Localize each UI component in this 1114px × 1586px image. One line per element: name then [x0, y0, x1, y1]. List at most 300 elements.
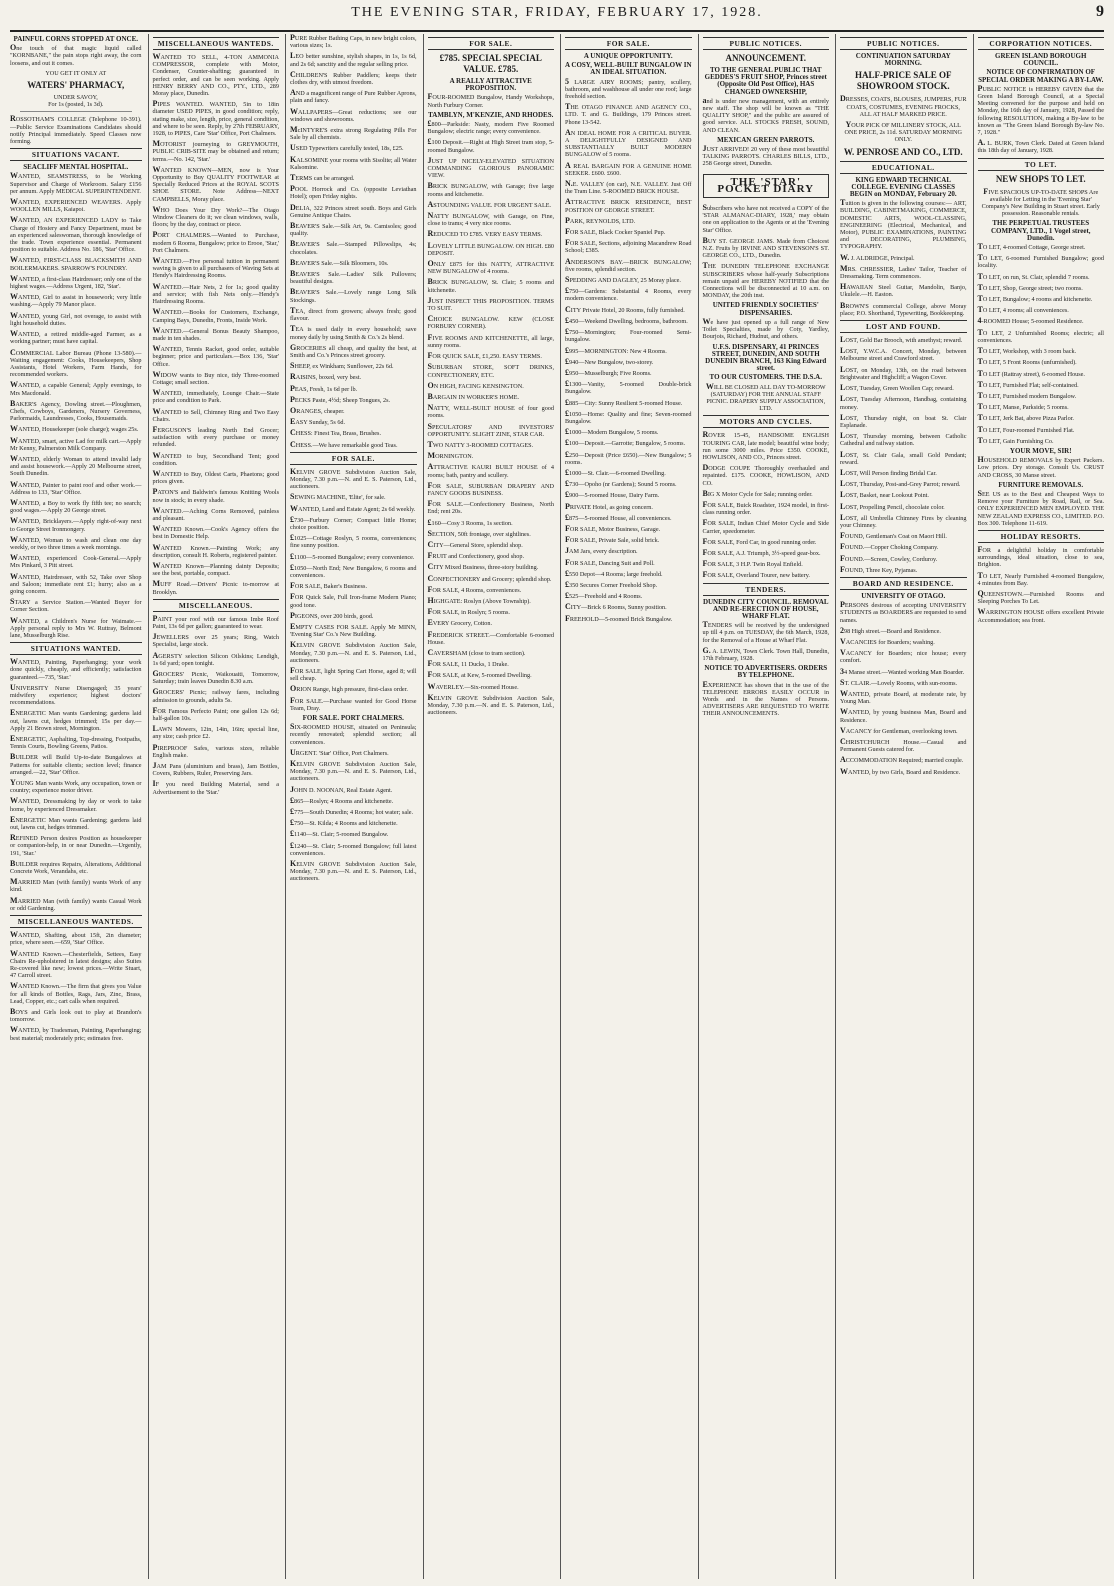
classified-ad: SEWING MACHINE, 'Elite', for sale.	[290, 492, 386, 502]
classified-ad: £900—5-roomed House, Dairy Farm.	[565, 490, 660, 500]
classified-ad: LAWN Mowers, 12in, 14in, 16in; special line, any size; cash price £2.	[152, 724, 279, 741]
classified-ad: CHILDREN'S Rubber Paddlers; keeps their clothes dry, with utmost freedom.	[290, 69, 417, 87]
classified-ad: McINTYRE'S extra strong Regulating Pills For Sale by all chemists.	[290, 125, 417, 142]
classified-ad: £995—MORNINGTON: New 4 Rooms.	[565, 345, 667, 355]
classified-ad: MARRIED Man (with family) wants Casual Work or odd Gardening.	[10, 895, 142, 912]
classified-ad: WANTED Known.—Painting Work; any description, consult H. Roberts, registered painter.	[152, 542, 279, 559]
dsa-text: WILL BE CLOSED ALL DAY TO-MORROW (SATURDAY) FOR THE ANNUAL STAFF PICNIC. DRAPERY SUPPLY ASSOCIATION, LTD.	[705, 381, 826, 413]
classified-ad: WANTED, EXPERIENCED WEAVERS. Apply WOOLLEN MILLS, Kaiapoi.	[10, 197, 142, 214]
classified-ad: £1000—Modern Bungalow, 5 rooms.	[565, 427, 659, 437]
hospital-heading: SEACLIFF MENTAL HOSPITAL.	[23, 163, 129, 172]
agents-name: TAMBLYN, M'KENZIE, AND RHODES.	[428, 110, 554, 119]
classified-ad: £250—Deposit (Price £650).—New Bungalow; 5 rooms.	[565, 449, 692, 466]
classified-ad: ONLY £875 for this NATTY, ATTRACTIVE NEW BUNGALOW of 4 rooms.	[427, 259, 554, 276]
classified-ad: MRS. CHRESSIER, Ladies' Tailor, Teacher of Dressmaking. Term commences.	[840, 263, 967, 281]
classified-ad: TO LET, Bungalow; 4 rooms and kitchenette.	[977, 294, 1093, 304]
college-text: Tuition is given in the following courses:— ART, BUILDING, CABINETMAKING, COMMERCE, DOMESTIC ARTS, WOOL-CLASSING, ENGINEERING (Electrical, Mechanical, and Motor), PUBLIC EXAMINATIONS, PAINTING and DECORATING, PLUMBING, TYPOGRAPHY.	[840, 198, 967, 251]
classified-ad: PIPES WANTED. WANTED, 5in to 18in diameter USED PIPES, in good condition; reply, stating make, size, length, price, general condition, and where to be seen. Reply, by 27th FEBRUARY, 1928, to PIPES, Care 'Star' Office, Port Chalmers.	[152, 99, 279, 138]
section-heading: EDUCATIONAL.	[840, 161, 967, 174]
classified-ad: WANTED, FIRST-CLASS BLACKSMITH AND BOILERMAKERS. SPARROW'S FOUNDRY.	[10, 255, 142, 272]
retail-ad-list	[290, 34, 417, 449]
classified-ad: FOUND, Three Key, Pyjamas.	[840, 564, 918, 574]
classified-ad: BEAVER'S Sale.—Silk Bloomers, 10s.	[290, 257, 389, 267]
section-heading: TO LET.	[978, 158, 1105, 171]
jams-ad: BUY ST. GEORGE JAMS. Made from Choicest N.Z. Fruits by IRVINE AND STEVENSON'S ST. GEORGE CO., LTD., Dunedin.	[702, 235, 829, 260]
classified-ad: £950—Musselburgh; Five Rooms.	[565, 367, 652, 377]
classified-ad: £750—Gardens: Substantial 4 Rooms, every modern convenience.	[565, 286, 692, 303]
classified-ad: AGERSTY selection Silicon Oilskins; Lendigh, 1s 6d yard; open tonight.	[152, 650, 279, 667]
classified-ad: TO LET, Manse, Parkside; 5 rooms.	[977, 402, 1069, 412]
classified-ad: 298 High street.—Board and Residence.	[840, 625, 941, 635]
classified-ad: FOUND.—Screen, Cowley, Corduroy.	[840, 553, 938, 563]
classified-ad: BAKER'S Agency, Dowling street.—Ploughmen, Chefs, Cowboys, Gardeners, Nursery Governess, Parlormaids, Laundresses, Cooks, Housemaids.	[10, 398, 142, 423]
classified-ad: WANTED Known.—Cook's Agency offers the best in Domestic Help.	[152, 524, 279, 541]
classified-ad: FOR SALE, A.J. Triumph, 3½-speed gear-box.	[702, 547, 821, 557]
classified-ad: BEAVER'S Sale.—Lovely range Long Silk Stockings.	[290, 287, 417, 304]
classified-ad: £750—Mornington; Four-roomed Semi-bungalow.	[565, 327, 692, 344]
classified-ad: £1025—Cottage Roslyn, 5 rooms, conveniences; fine sunny position.	[290, 533, 417, 550]
section-heading: BOARD AND RESIDENCE.	[840, 577, 967, 590]
page-number: 9	[1096, 3, 1104, 20]
classified-ad: BEAVER'S Sale.—Silk Art, 9s. Camisoles; good quality.	[290, 221, 417, 238]
classified-ad: CONFECTIONERY and Grocery; splendid shop.	[427, 573, 552, 583]
classified-ad: WANTED, private Board, at moderate rate, by Young Man.	[840, 688, 967, 706]
corporation-text: PUBLIC NOTICE is HEREBY GIVEN that the Green Island Borough Council, at a Special Meeting convened for the purpose and held on Monday, the 16th day of January, 1928, Passed the following RESOLUTION, making a By-law to be known as "The Green Island Borough By-law No. 7, 1928."	[977, 83, 1104, 137]
classified-ad: ASTOUNDING VALUE. FOR URGENT SALE.	[427, 199, 552, 209]
classified-ad: £1240—St. Clair; 5-roomed Bungalow; full latest conveniences.	[290, 840, 417, 857]
council-text: TENDERS will be received by the undersigned up till 4 p.m. on TUESDAY, the 6th March, 1928, for the Removal of a House at Wharf Flat.	[702, 620, 829, 644]
section-heading: MISCELLANEOUS WANTEDS.	[153, 37, 280, 50]
classified-ad: £525—Freehold and 4 Rooms.	[565, 591, 643, 601]
classified-ad: BRICK BUNGALOW, St. Clair; 5 rooms and kitchenette.	[427, 277, 554, 294]
classified-ad: TO LET, Four-roomed Furnished Flat.	[977, 424, 1075, 434]
classified-ad: WANTED, elderly Woman to attend invalid lady and assist housework.—Apply 20 Melbourne street, South Dunedin.	[10, 453, 142, 478]
dispensary-text: We have just opened up a full range of New Toilet Specialties, made by Coty, Yardley, Bourjois, Richard, Hudnut, and others.	[702, 316, 829, 341]
classified-ad: FREDERICK STREET.—Comfortable 6-roomed House.	[427, 629, 554, 646]
classified-ad: ENERGETIC Man wants Gardening; gardens laid out, lawns cut, hedges trimmed.	[10, 814, 142, 832]
classified-ad: UNIVERSITY Nurse Disengaged; 35 years' midwifery experience; highest doctors' recommendations.	[10, 682, 142, 707]
announcement-subheading: TO THE GENERAL PUBLIC THAT GEDDES'S FRUIT SHOP, Princes street (Opposite Old Post Office), HAS CHANGED OWNERSHIP,	[704, 66, 827, 96]
classified-ad: PEAS, Fresh, 1s 6d per lb.	[290, 383, 358, 393]
classified-ad: £160—Cosy 3 Rooms, 1s section.	[427, 517, 513, 527]
classified-ad: WANTED, Housekeeper (sole charge); wages 25s.	[10, 424, 139, 434]
attractive-heading: A REALLY ATTRACTIVE PROPOSITION.	[449, 77, 532, 93]
furniture-removals-heading: FURNITURE REMOVALS.	[998, 480, 1084, 489]
classified-ad: £750—St. Kilda; 4 Rooms and kitchenette.	[290, 818, 398, 828]
classified-ad: USED Typewriters carefully tested, 18s, £25.	[290, 143, 404, 153]
classified-ad: WAVERLEY.—Six-roomed House.	[427, 681, 519, 691]
classified-ad: FOR QUICK SALE, £1,250. EASY TERMS.	[427, 351, 542, 361]
port-ad-list	[290, 723, 417, 882]
section-heading: PUBLIC NOTICES.	[703, 37, 830, 50]
classified-ad: £1050—North End; New Bungalow, 6 rooms and conveniences.	[290, 562, 417, 579]
section-heading: FOR SALE.	[565, 37, 692, 50]
classified-ad: WANTED, a Children's Nurse for Waimate.—Apply personal reply to Mrs W. Ruttray, Belmont lane, Musselburgh Rise.	[10, 615, 142, 639]
classified-ad: WANTED, a retired middle-aged Farmer, as a working partner; must have capital.	[10, 329, 142, 346]
classified-ad: SECTION, 50ft frontage, over sightlines.	[427, 528, 531, 538]
classified-ad: LOVELY LITTLE BUNGALOW. ON HIGH. £80 DEPOSIT.	[427, 240, 554, 257]
classified-ad: WANTED KNOWN—MEN, now is Your Opportunity to Buy QUALITY FOOTWEAR at Specially Reduced Prices at the ROYAL SCOTS SHOE STORE. Note Address—NEXT CAMPBELLS, Moray place.	[152, 164, 279, 203]
classified-ad: FOR SALE, in Roslyn; 5 rooms.	[427, 607, 510, 617]
classified-ad: TO LET, 5 Front Rooms (unfurnished).	[977, 357, 1077, 367]
property-ad-list	[565, 78, 692, 623]
continuation-heading: CONTINUATION SATURDAY MORNING.	[855, 52, 951, 68]
classified-ad: FOUND, Gentleman's Coat on Maori Hill.	[840, 531, 947, 541]
classified-ad: 4-ROOMED House; 5-roomed Residence.	[977, 316, 1084, 326]
borough-heading: GREEN ISLAND BOROUGH COUNCIL.	[995, 52, 1087, 68]
classified-ad: PAINT your roof with our famous Imbe Roof Paint, 13s 6d per gallon; guaranteed to wear.	[152, 613, 279, 630]
classified-ad: TO LET, Furnished modern Bungalow.	[977, 390, 1077, 400]
classified-ad: WANTED.—General Bonus Beauty Shampoo, made in ten shades.	[152, 325, 279, 342]
motor-ad-list	[703, 431, 830, 579]
classified-ad: £450—Weekend Dwelling, bedrooms, bathroom.	[565, 315, 688, 325]
classified-ad: BUILDER will Build Up-to-date Bungalows at Patterns for suitable clients; section level; finance arranged.—22, 'Star' Office.	[10, 752, 142, 776]
classified-ad: FOR Famous Perfecto Paint; one gallon 12s 6d; half-gallon 10s.	[152, 705, 279, 723]
section-heading: SITUATIONS WANTED.	[10, 642, 142, 655]
furniture-removals-text: SEE US as to the Best and Cheapest Ways to Remove your Furniture by Road, Rail, or Sea. ONLY EXPERIENCED MEN EMPLOYED. THE NEW ZEALAND EXPRESS CO., LIMITED. P.O. Box 300. Telephone 11-619.	[977, 488, 1104, 527]
classified-ad: £100 Deposit.—Right at High Street tram stop, 5-roomed Bungalow.	[427, 137, 554, 154]
column-6	[698, 34, 830, 1579]
classified-ad: BARGAIN IN WORKER'S HOME.	[427, 391, 520, 401]
newspaper-columns	[10, 34, 1104, 1579]
column-5	[560, 34, 692, 1579]
classified-ad: CITY—General Store, splendid shop.	[427, 539, 523, 549]
classified-ad: FOR SALE.—Confectionery Business, North End; rent 20s.	[427, 499, 554, 516]
classified-ad: TO LET (Rattray street), 6-roomed House.	[977, 368, 1085, 378]
new-shops-text: FIVE SPACIOUS UP-TO-DATE SHOPS Are available for Letting in the 'Evening Star' Company's New Building in Stuart street. Early possession. Reasonable rentals.	[981, 186, 1100, 218]
classified-ad: WANTED, Woman to wash and clean one day weekly, or two three times a week mornings.	[10, 534, 142, 551]
classified-ad: FOR SALE, Black Cocker Spaniel Pup.	[565, 227, 666, 237]
sale-ad-list	[290, 468, 417, 712]
classified-ad: SIX-ROOMED HOUSE, situated on Peninsula; recently renovated; splendid section; all conveniences.	[290, 722, 417, 746]
classified-ad: FERGUSON'S leading North End Grocer; satisfaction with every purchase or money refunded.	[152, 424, 279, 449]
classified-ad: MUFF Road.—Drivers' Picnic to-morrow at Brooklyn.	[152, 579, 279, 596]
classified-ad: LOST, Tuesday, Green Woollen Cap; reward.	[840, 383, 954, 393]
classified-ad: ORION Range, high pressure, first-class order.	[290, 684, 408, 694]
section-heading: MISCELLANEOUS WANTEDS.	[10, 915, 142, 928]
classified-ad: £1140—St. Clair; 5-roomed Bungalow.	[290, 829, 389, 839]
board-ad-list	[840, 601, 967, 776]
classified-ad: JUST INSPECT THIS PROPOSITION. TERMS TO SUIT.	[427, 295, 554, 313]
classified-ad: JAM Pans (aluminium and brass), Jam Bottles, Covers, Rubbers, Ruler, Preserving Jars.	[152, 761, 279, 778]
classified-ad: WANTED, young Girl, not overage, to assist with light household duties.	[10, 310, 142, 327]
advertisers-notice-heading: NOTICE TO ADVERTISERS. ORDERS BY TELEPHONE.	[704, 664, 828, 680]
classified-ad: JEWELLERS over 25 years; Ring, Watch Specialist, large stock.	[152, 632, 279, 649]
classified-ad: ATTRACTIVE BRICK RESIDENCE, BEST POSITION OF GEORGE STREET.	[565, 197, 692, 214]
unique-heading: A UNIQUE OPPORTUNITY.	[583, 52, 673, 60]
classified-ad: MOTORIST journeying to GREYMOUTH, PUBLIC CRIB-SITE may be obtained and return; terms.—No. 142, 'Star.'	[152, 139, 279, 163]
classified-ad: JUST UP NICELY-ELEVATED SITUATION COMMANDING GLORIOUS PANORAMIC VIEW.	[427, 155, 554, 180]
section-heading: LOST AND FOUND.	[840, 320, 967, 333]
classified-ad: TO LET, Nearly Furnished 4-roomed Bungalow, 4 minutes from Bay.	[977, 570, 1104, 587]
classified-ad: STARY a Service Station.—Wanted Buyer for Corner Section.	[10, 597, 142, 614]
classified-ad: WANTED, Bricklayers.—Apply right-of-way next to George Street Ironmongery.	[10, 516, 142, 533]
classified-ad: PURE Rubber Bathing Caps, in new bright colors, various sizes; 1s.	[290, 34, 417, 50]
new-shops-heading: NEW SHOPS TO LET.	[995, 173, 1086, 184]
classified-ad: LOST, Basket, near Lookout Point.	[840, 490, 929, 500]
holiday-ad-list	[978, 546, 1105, 624]
classified-ad: DELIA, 322 Princes street south. Boys and Girls Genuine Antique Chairs.	[290, 202, 417, 219]
classified-ad: BOYS and Girls look out to play at Brandon's tomorrow.	[10, 1006, 142, 1024]
classified-ad: WANTED, Painter to paint roof and other work.—Address to 133, 'Star' Office.	[10, 479, 142, 496]
classified-ad: JAM Jars, every description.	[565, 546, 638, 556]
classified-ad: WANTED.—Hair Nets, 2 for 1s; good quality and service; with fish Nets only.—Hendy's Hairdressing Rooms.	[152, 281, 279, 306]
classified-ad: FOR SALE.—Purchase wanted for Good Horse Team, Dray.	[290, 695, 417, 712]
classified-ad: NATTY, WELL-BUILT HOUSE of four good rooms.	[427, 403, 554, 420]
classified-ad: £1000—St. Clair.—6-roomed Dwelling.	[565, 467, 666, 477]
classified-ad: WANTED, Shafting, about 15ft, 2in diameter; price, where seen.—659, 'Star' Office.	[10, 930, 142, 947]
classified-ad: N.E. VALLEY (on car), N.E. VALLEY. Just Off the Tram Line. 5-ROOMED BRICK HOUSE.	[565, 179, 692, 196]
column-2	[148, 34, 280, 1579]
classified-ad: PATON'S and Baldwin's famous Knitting Wools now in stock; in every shade.	[152, 487, 279, 504]
masthead	[10, 0, 1104, 32]
classified-ad: FOR SALE, light Spring Cart Horse, aged 8; will sell cheap.	[290, 666, 417, 683]
classified-ad: LOST, Thursday, Post-and-Grey Parrot; reward.	[840, 479, 961, 489]
section-heading: MISCELLANEOUS.	[153, 599, 280, 612]
column-4	[423, 34, 555, 1579]
classified-ad: TO LET, 4-roomed Cottage, George street.	[977, 242, 1086, 252]
classified-ad: CITY Mixed Business, three-story building.	[427, 562, 539, 572]
advertisers-notice-text: EXPERIENCE has shown that in the use of the TELEPHONE ERRORS EASILY OCCUR in Words and in the Names of Persons. ADVERTISERS ARE REQUESTED TO WRITE THEIR ANNOUNCEMENTS.	[702, 679, 829, 718]
section-heading: TENDERS.	[703, 583, 830, 596]
pharmacy-tag: YOU GET IT ONLY AT	[45, 69, 107, 77]
classified-ad: AND a magnificent range of Pure Rubber Aprons, plain and fancy.	[290, 88, 417, 105]
classified-ad: REDUCED TO £785. VERY EASY TERMS.	[427, 229, 543, 239]
classified-ad: EASY Sunday, 5s 6d.	[290, 417, 346, 427]
classified-ad: WANTED, SEAMSTRESS, to be Working Supervisor and Charge of Workroom. Salary £156 per annum. Apply MEDICAL SUPERINTENDENT.	[10, 171, 142, 195]
classified-ad: KELVIN GROVE Subdivision Auction Sale, Monday, 7.30 p.m.—N. and E. S. Paterson, Ltd., auctioneers.	[290, 759, 417, 783]
classified-ad: WHO Does Your Dry Work?—The Otago Window Cleaners do it; we clean windows, walls, floors; by the day, contract or piece.	[152, 204, 279, 229]
wanted-ad-list	[10, 658, 142, 912]
classified-ad: SPEDDING AND DAGLEY, 25 Moray place.	[565, 275, 681, 285]
college-ad: ROSSOTHAM'S COLLEGE (Telephone 10-391).—Public Service Examinations Candidates should notify Principal immediately. Speed Classes now forming.	[10, 114, 142, 146]
classified-ad: WANTED, a capable General; Apply evenings, to Mrs Macdonald.	[10, 380, 142, 397]
classified-ad: VACANCIES for Boarders; washing.	[840, 636, 935, 646]
dispensary-heading: UNITED FRIENDLY SOCIETIES' DISPENSARIES.	[712, 301, 819, 317]
classified-ad: WANTED, Girl to assist in housework; very little washing.—Apply 79 Manor place.	[10, 292, 142, 309]
classified-ad: ORANGES, cheaper.	[290, 405, 345, 415]
column-8	[973, 34, 1105, 1579]
classified-ad: MARRIED Man (with family) wants Work of any kind.	[10, 877, 142, 894]
classified-ad: SHEEP, ex Winkham; Sunflower, 22s 6d.	[290, 361, 394, 371]
classified-ad: PRIVATE Hotel, as going concern.	[565, 501, 653, 511]
classified-ad: PIGEONS, over 200 birds, good.	[290, 610, 374, 620]
classified-ad: CHOICE BUNGALOW. KEW (CLOSE FORBURY CORNER).	[427, 314, 554, 331]
classified-ad: TO LET, 4 rooms; all conveniences.	[977, 305, 1069, 315]
classified-ad: KELVIN GROVE Subdivision Auction Sale, Monday, 7.30 p.m.—N. and E. S. Paterson, Ltd., auctioneers.	[290, 859, 417, 883]
classified-ad: WANTED, a first-class Hairdresser; only one of the highest wages.—Address Urgent, 182, 'Star'.	[10, 273, 142, 291]
classified-ad: FOR SALE, Baker's Business.	[290, 581, 367, 591]
classified-ad: WANTED to Sell, Chimney Ring and Two Easy Chairs.	[152, 406, 279, 423]
classified-ad: £550 Depot—4 Rooms; large freehold.	[565, 568, 663, 578]
classified-ad: THE OTAGO FINANCE AND AGENCY CO., LTD. T. and G. Buildings, 179 Princes street. Phone 13-542.	[565, 102, 692, 126]
town-clerk: G. A. LEWIN, Town Clerk. Town Hall, Dunedin, 17th February, 1928.	[702, 645, 829, 662]
dsa-heading: TO OUR CUSTOMERS. THE D.S.A.	[709, 373, 822, 382]
classified-ad: PECKS Paste, 4½d; Sheep Tongues, 2s.	[290, 394, 391, 404]
classified-ad: FOR SALE, at Kew, 5-roomed Dwelling.	[427, 670, 532, 680]
classified-ad: TO LET, Workshop, with 3 room back.	[977, 346, 1077, 356]
classified-ad: WANTED, a Boy to work fly fifth tee; no search; good wages.—Apply 20 George street.	[10, 497, 142, 515]
classified-ad: BIG X Motor Cycle for Sale; running order.	[702, 488, 813, 498]
section-heading: CORPORATION NOTICES.	[978, 37, 1105, 50]
classified-ad: CHESS.—We have remarkable good Teas.	[290, 439, 398, 449]
port-chalmers-heading: FOR SALE. PORT CHALMERS.	[302, 714, 404, 723]
classified-ad: NATTY BUNGALOW, with Garage, on Fine, close to trams; 4 very nice rooms.	[427, 211, 554, 228]
classified-ad: FOR SALE, Dancing Suit and Poll.	[565, 557, 655, 567]
classified-ad: WANTED, Hairdresser, with 52, Take over Shop and Saloon; immediate rent £1; hurry; also as a going concern.	[10, 571, 142, 595]
to-let-ad-list	[978, 243, 1105, 445]
classified-ad: FOR SALE, 3 H.P. Twin Royal Enfield.	[702, 559, 803, 569]
half-price-sale-heading: HALF-PRICE SALE OF SHOWROOM STOCK.	[854, 70, 952, 92]
classified-ad: WALLPAPERS—Great reductions; see our windows and showrooms.	[290, 106, 417, 123]
classified-ad: LOST, Tuesday Afternoon, Handbag, containing money.	[840, 394, 967, 411]
classified-ad: WANTED.—Aching Corns Removed, painless and pleasant.	[152, 505, 279, 522]
classified-ad: PORT CHALMERS.—Wanted to Purchase, modern 6 Rooms, Bungalow; price to Erooe, 'Star,' Port Chalmers.	[152, 230, 279, 254]
pharmacy-text: One touch of that magic liquid called "KORNBANE," the pain stops right away, the corn loosens, and out it comes.	[10, 43, 142, 67]
announcement-heading: ANNOUNCEMENT.	[725, 53, 807, 63]
classified-ad: WANTED, Tennis Racket, good order, suitable beginner; price and particulars.—Box 136, 'Star' Office.	[152, 344, 279, 368]
classified-ad: PARK, REYNOLDS, LTD.	[565, 215, 636, 225]
section-heading: SITUATIONS VACANT.	[10, 148, 142, 161]
classified-ad: KELVIN GROVE Subdivision Auction Sale, Monday, 7.30 p.m.—N. and E. S. Paterson, Ltd., auctioneers.	[290, 640, 417, 664]
penrose-name: W. PENROSE AND CO., LTD.	[843, 146, 963, 157]
classified-ad: CHESS: Finest Tea, Brass, Brushes.	[290, 428, 382, 438]
millinery-text: YOUR PICK OF MILLINERY STOCK, ALL ONE PRICE, 2s 11d. SATURDAY MORNING ONLY.	[844, 120, 962, 144]
classified-ad: ANDERSON'S BAY.—BRICK BUNGALOW; five rooms, splendid section.	[565, 256, 692, 273]
classified-ad: TO LET, on run, St. Clair, splendid 7 rooms.	[977, 271, 1090, 281]
trustees-name: THE PERPETUAL TRUSTEES COMPANY, LTD., 1 Vogel street, Dunedin.	[990, 219, 1091, 242]
classified-ad: WANTED Known.—Chesterfields, Settees, Easy Chairs Re-upholstered in latest designs; also Suites Re-covered like new; lowest prices.—Write Stuart, 47 Carroll street.	[10, 948, 142, 980]
bargain-ad: FOUR-ROOMED Bungalow, Handy Workshops, North Furbury Corner.	[427, 92, 554, 109]
unique-subheading: A COSY, WELL-BUILT BUNGALOW IN AN IDEAL SITUATION.	[565, 61, 692, 77]
borough-clerk: A. L. BURK, Town Clerk. Dated at Green Island this 18th day of January, 1928.	[977, 138, 1104, 155]
classified-ad: ST. CLAIR.—Lovely Rooms, with sun-rooms.	[840, 677, 958, 687]
classified-ad: FOR SALE, 11 Ducks, 1 Drake.	[427, 659, 509, 669]
classified-ad: WANTED, AN EXPERIENCED LADY to Take Charge of Hosiery and Fancy Department, must be an experienced saleswoman, thorough knowledge of the trade. Town experience essential. Permanent position to suitable. Address No. 186, 'Star' Office.	[10, 215, 142, 254]
classified-ad: TERMS can be arranged.	[290, 173, 355, 183]
classified-ad: HAWAIIAN Steel Guitar, Mandolin, Banjo, Ukulele.—H. Easton.	[840, 282, 967, 299]
classified-ad: FOR SALE, Ford Car, in good running order.	[702, 536, 817, 546]
education-ad-list	[840, 265, 967, 317]
classified-ad: LOST, Will Person finding Bridal Car.	[840, 467, 937, 477]
classified-ad: CAVERSHAM (close to tram section).	[427, 647, 526, 657]
misc-ad-list	[153, 615, 280, 796]
classified-ad: LOST, all Umbrella Chimney Fires by cleaning your Chimney.	[840, 512, 967, 529]
column-1	[10, 34, 142, 1579]
classified-ad: KALSOMINE your rooms with Sisolite; all Water Kalsomine.	[290, 154, 417, 171]
classified-ad: FOR a delightful holiday in comfortable surroundings, ideal situation, close to sea, Brighton.	[977, 544, 1104, 569]
classified-ad: PIREPROOF Safes, various sizes, reliable English make.	[152, 742, 279, 759]
classified-ad: RAISINS, boxed, very best.	[290, 372, 362, 382]
classified-ad: £940—New Bungalow, two-storey.	[565, 356, 654, 366]
classified-ad: £730—Furbury Corner; Compact little Home; choice position.	[290, 514, 417, 531]
classified-ad: WANTED TO SELL, 4-TON AMMONIA COMPRESSOR, complete with Motor, Condenser, Counter-shafting; guaranteed in perfect order, and can be seen working. Apply HENRY BERRY AND CO., PTY., LTD., 289 Moray place, Dunedin.	[152, 52, 279, 98]
pocket-diary-heading: THE 'STAR' POCKET DIARY	[703, 174, 830, 198]
classified-ad: WANTED, by two Girls, Board and Residence.	[840, 766, 961, 776]
classified-ad: £885—City: Sunny Resilient 5-roomed House.	[565, 397, 683, 407]
classified-ad: VACANCY for Gentleman, overlooking town.	[840, 725, 958, 735]
classified-ad: IF you need Building Material, send a Advertisement to the 'Star.'	[152, 779, 279, 796]
classified-ad: TO LET, 2 Unfurnished Rooms; electric; all conveniences.	[977, 327, 1104, 344]
pocket-diary-text: Subscribers who have not received a COPY of the 'STAR ALMANAC-DIARY, 1928,' may obtain one on application to the Agents or at the 'Evening Star' Office.	[702, 203, 829, 234]
classified-ad: £775—South Dunedin; 4 Rooms; hot water; sale.	[290, 807, 414, 817]
section-heading: FOR SALE.	[290, 452, 417, 465]
classified-ad: WANTED.—Five personal tuition in permanent waving is given to all purchasers of Waving Sets at Hendy's Hairdressing Rooms.	[152, 256, 279, 280]
classified-ad: TEA, direct from growers; always fresh; good flavour.	[290, 305, 417, 323]
classified-ad: FOR Quick Sale, Full Iron-frame Modern Piano; good tone.	[290, 592, 417, 609]
classified-ad: LOST, St. Clair Gala, small Gold Pendant; reward.	[840, 449, 967, 466]
classified-ad: GROCERS' Picnic, Waikouaiti, Tomorrow, Saturday; train leaves Dunedin 8.30 a.m.	[152, 669, 279, 686]
classified-ad: WANTED, Painting, Paperhanging; your work done quickly, cheaply, and efficiently; satisfaction guaranteed.—735, 'Star.'	[10, 657, 142, 681]
removals-heading: YOUR MOVE, SIR!	[1009, 446, 1072, 455]
classified-ad: WANTED Known.—The firm that gives you Value for all kinds of Bottles, Rags, Jars, Zinc, Brass, Lead, Copper, etc.; cart calls when required.	[10, 981, 142, 1005]
classified-ad: ATTRACTIVE KAURI BUILT HOUSE of 4 rooms; bath, pantry and scullery.	[427, 462, 554, 479]
divider	[20, 111, 132, 112]
classified-ad: ACCOMMODATION Required; married couple.	[840, 755, 964, 765]
pharmacy-price: For 1s (posted, 1s 3d).	[48, 101, 104, 109]
telephone-notice: THE DUNEDIN TELEPHONE EXCHANGE SUBSCRIBERS whose half-yearly Subscriptions remain unpaid are HEREBY NOTIFIED that the Connections will be disconnected at 10 a.m. on MONDAY, the 20th inst.	[702, 261, 829, 300]
classified-ad: YOUNG Man wants Work, any occupation, town or country; experience motor driver.	[10, 778, 142, 795]
classified-ad: BROWN'S commercial College, above Moray place; P.O. Shorthand, Typewriting, Bookkeeping.	[840, 300, 967, 317]
classified-ad: TO LET, 6-roomed Furnished Bungalow; good locality.	[977, 253, 1104, 270]
classified-ad: BEAVER'S Sale.—Ladies' Silk Pullovers; beautiful designs.	[290, 269, 417, 286]
classified-ad: VACANCY for Boarders; nice house; every comfort.	[840, 648, 967, 665]
classified-ad: FOR SALE, Motor Business, Garage.	[565, 523, 661, 533]
classified-ad: TO LET, Jerk Bat, above Pizza Parlor.	[977, 413, 1074, 423]
classified-ad: WARRINGTON HOUSE offers excellent Private Accommodation; sea front.	[977, 607, 1104, 624]
classified-ad: CITY Private Hotel, 20 Rooms, fully furnished.	[565, 304, 685, 314]
classified-ad: £100—Deposit.—Garrotte; Bungalow, 5 rooms.	[565, 438, 686, 448]
classified-ad: ENERGETIC, Asphalting, Top-dressing, Footpaths, Tennis Courts, Bowling Greens, Patios.	[10, 734, 142, 751]
pharmacy-name: WATERS' PHARMACY,	[27, 80, 125, 91]
classified-ad: TO LET, Gain Furnishing Co.	[977, 435, 1054, 445]
classified-ad: FOUND.—Copper Choking Company.	[840, 542, 939, 552]
classified-ad: WANTED, Dressmaking by day or work to take home, by experienced Dressmaker.	[10, 796, 142, 813]
announcement-text: and is under new management, with an entirely new staff. The shop will be known as "THE QUALITY SHOP," and the public are assured of good service. ALL STOCKS FRESH, SOUND, AND CLEAN.	[702, 95, 829, 134]
classified-ad: £1050—Home: Quality and fine; Seven-roomed Bungalow.	[565, 408, 692, 425]
classified-ad: GROCERS' Picnic; railway fares, including admission to grounds, adults 5s.	[152, 687, 279, 704]
section-heading: PUBLIC NOTICES.	[840, 37, 967, 50]
property-ad-list	[428, 120, 555, 716]
classified-ad: JOHN D. NOONAN, Real Estate Agent.	[290, 784, 393, 794]
classified-ad: 5 LARGE AIRY ROOMS; pantry, scullery, bathroom, and washhouse all under one roof; large freehold section.	[565, 76, 692, 101]
classified-ad: FOR SALE, Overland Tourer, new battery.	[702, 570, 810, 580]
classified-ad: WIDOW wants to Buy nice, tidy Three-roomed Cottage; small section.	[152, 369, 279, 386]
classified-ad: LOST, Propelling Pencil, chocolate color.	[840, 501, 945, 511]
classified-ad: TO LET, Furnished Flat; self-contained.	[977, 379, 1079, 389]
classified-ad: FOR SALE, SUBURBAN DRAPERY AND FANCY GOODS BUSINESS.	[427, 480, 554, 497]
parrots-ad: JUST ARRIVED! 20 very of these most beautiful TALKING PARROTS. CHARLES BILLS, LTD., 258 George street, Dunedin.	[702, 144, 829, 168]
classified-ad: COMMERCIAL Labor Bureau (Phone 13-580).—Waiting engagement: Cooks, Housekeepers, Shop Assistants, Hotel Workers, Farm Hands, for recommended workers.	[10, 347, 142, 379]
classified-ad: REFINED Person desires Position as housekeeper or companion-help, in or near Dunedin.—Urgently, 191, 'Star.'	[10, 833, 142, 857]
classified-ad: TO LET, Shop, George street; two rooms.	[977, 282, 1083, 292]
classified-ad: FOR SALE, Sections, adjoining Macandrew Road School; £385.	[565, 238, 692, 255]
classified-ad: WANTED Known—Planning dainty Deposits; see the best, portable, compact.	[152, 560, 279, 578]
classified-ad: £350 Secures Corner Freehold Shop.	[565, 579, 658, 589]
classified-ad: LEO better sunshine, stylish shapes, in 1s, 1s 6d, and 2s 6d; sanctity and the regular selling price.	[290, 51, 417, 68]
classified-ad: FRUIT and Confectionery, good shop.	[427, 551, 524, 561]
classified-ad: ROVER 15-45, HANDSOME ENGLISH TOURING CAR, late model; beautiful wine body; run some 3000 miles. Price £350. COOKE, HOWLISON, AND CO., Princes street.	[702, 430, 829, 461]
classified-ad: HIGHGATE: Roslyn (Above Township).	[427, 595, 531, 605]
classified-ad: FOR SALE, Buick Roadster, 1924 model, in first-class running order.	[702, 499, 829, 517]
section-heading: MOTORS AND CYCLES.	[703, 415, 830, 428]
classified-ad: AN IDEAL HOME FOR A CRITICAL BUYER. A DELIGHTFULLY DESIGNED AND SUBSTANTIALLY BUILT MODERN BUNGALOW of 5 rooms.	[565, 127, 692, 159]
classified-ad: BUILDER requires Repairs, Alterations, Additional Concrete Work, Verandahs, etc.	[10, 858, 142, 876]
classified-ad: LOST, Thursday night, on boat St. Clair Esplanade.	[840, 412, 967, 429]
classified-ad: WANTED, Land and Estate Agent; 2s 6d weekly.	[290, 503, 416, 513]
classified-ad: EVERY Grocery, Cotton.	[427, 618, 493, 628]
classified-ad: FOR SALE, Private Sale, solid brick.	[565, 535, 660, 545]
